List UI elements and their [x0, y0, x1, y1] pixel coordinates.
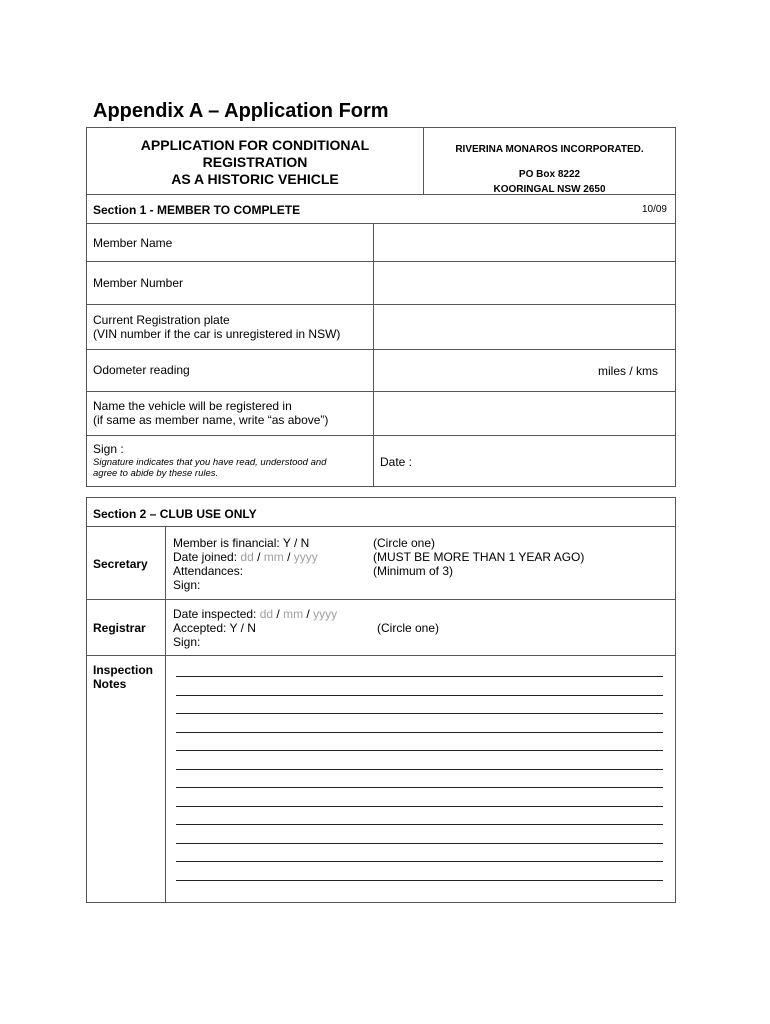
section2-heading: Section 2 – CLUB USE ONLY [93, 507, 257, 521]
column-divider [165, 526, 166, 902]
divider [87, 194, 675, 195]
reg-plate-label: Current Registration plate [93, 313, 230, 327]
form-heading-line: APPLICATION FOR CONDITIONAL [140, 137, 370, 153]
divider [87, 349, 675, 350]
section1-table [86, 127, 676, 487]
financial-field: Member is financial: Y / N [173, 536, 310, 550]
sign-note: Signature indicates that you have read, understood and [93, 457, 327, 468]
section2-table [86, 497, 676, 903]
joined-note: (MUST BE MORE THAN 1 YEAR AGO) [373, 550, 585, 564]
registrar-sign-field: Sign: [173, 635, 201, 649]
date-label: Date : [380, 455, 413, 469]
section1-heading: Section 1 - MEMBER TO COMPLETE [93, 203, 301, 217]
circle-one-note: (Circle one) [373, 536, 436, 550]
secretary-label: Secretary [93, 557, 148, 571]
month-placeholder: mm [283, 607, 304, 621]
note-line[interactable] [176, 806, 663, 807]
divider [87, 435, 675, 436]
inspection-label-line: Inspection [93, 663, 154, 677]
divider [87, 655, 675, 656]
sign-label: Sign : [93, 442, 124, 456]
note-line[interactable] [176, 769, 663, 770]
member-name-label: Member Name [93, 236, 173, 250]
note-line[interactable] [176, 732, 663, 733]
note-line[interactable] [176, 750, 663, 751]
secretary-sign-field: Sign: [173, 578, 201, 592]
note-line[interactable] [176, 843, 663, 844]
sign-note: agree to abide by these rules. [93, 468, 219, 479]
date-joined-field [173, 550, 318, 564]
separator: / [283, 550, 294, 564]
note-line[interactable] [176, 861, 663, 862]
note-line[interactable] [176, 824, 663, 825]
divider [87, 391, 675, 392]
attendance-note: (Minimum of 3) [373, 564, 454, 578]
form-heading-line: AS A HISTORIC VEHICLE [171, 171, 339, 187]
separator: / [273, 607, 284, 621]
note-line[interactable] [176, 787, 663, 788]
day-placeholder: dd [240, 550, 254, 564]
month-placeholder: mm [263, 550, 284, 564]
member-number-label: Member Number [93, 276, 184, 290]
note-line[interactable] [176, 880, 663, 881]
date-inspected-label: Date inspected: [173, 607, 260, 621]
club-address [424, 128, 675, 194]
vehicle-name-note: (if same as member name, write “as above”) [93, 413, 329, 427]
circle-one-note: (Circle one) [377, 621, 440, 635]
form-heading-line: REGISTRATION [202, 154, 308, 170]
odometer-unit: miles / kms [598, 364, 658, 378]
separator: / [303, 607, 314, 621]
note-line[interactable] [176, 676, 663, 677]
divider [87, 304, 675, 305]
page-title: Appendix A – Application Form [93, 100, 389, 122]
separator: / [253, 550, 264, 564]
club-location: KOORINGAL NSW 2650 [493, 184, 606, 195]
divider [87, 599, 675, 600]
note-line[interactable] [176, 695, 663, 696]
divider [87, 526, 675, 527]
note-line[interactable] [176, 713, 663, 714]
reg-plate-note: (VIN number if the car is unregistered in NSW) [93, 327, 341, 341]
accepted-field: Accepted: Y / N [173, 621, 256, 635]
column-divider [373, 223, 374, 487]
inspection-notes-label [93, 663, 153, 691]
club-name: RIVERINA MONAROS INCORPORATED. [455, 144, 644, 155]
date-joined-label: Date joined: [173, 550, 241, 564]
form-heading [87, 128, 424, 194]
day-placeholder: dd [259, 607, 274, 621]
vehicle-name-label: Name the vehicle will be registered in [93, 399, 292, 413]
divider [87, 223, 675, 224]
date-inspected-field [173, 607, 337, 621]
divider [87, 261, 675, 262]
registrar-label: Registrar [93, 621, 146, 635]
year-placeholder: yyyy [293, 550, 318, 564]
year-placeholder: yyyy [313, 607, 338, 621]
odometer-label: Odometer reading [93, 363, 190, 377]
inspection-label-line: Notes [93, 677, 127, 691]
club-po-box: PO Box 8222 [518, 169, 581, 180]
attendances-field: Attendances: [173, 564, 244, 578]
form-version: 10/09 [641, 204, 667, 215]
